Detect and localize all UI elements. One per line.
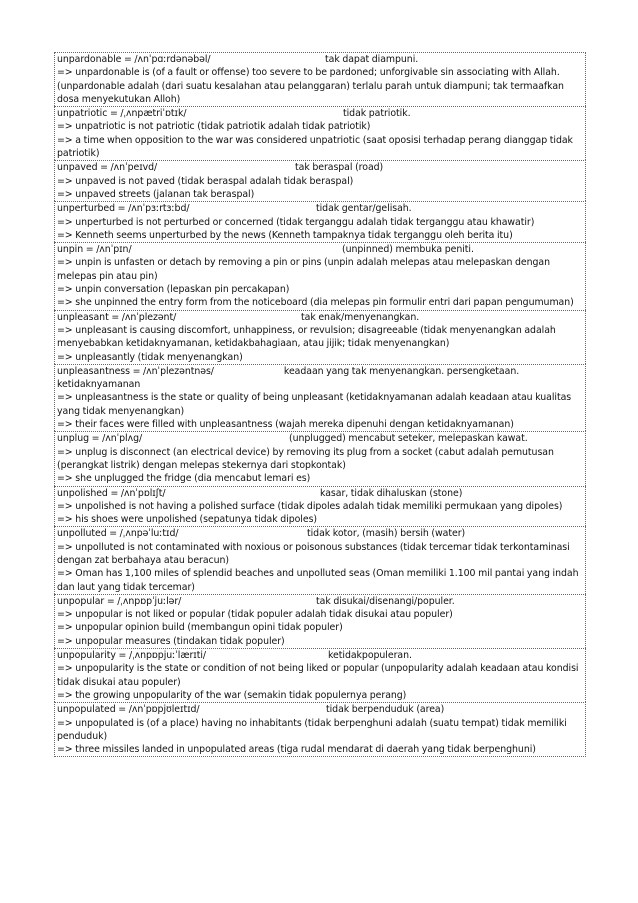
entry-headline (55, 53, 585, 66)
entry-translation: tak disukai/disenangi/populer. (316, 595, 455, 607)
entry-line: => Kenneth seems unperturbed by the news (Kenneth tampaknya tidak terganggu oleh berita itu) (57, 229, 513, 241)
entry-headline (55, 311, 585, 324)
entry-line: => their faces were filled with unpleasantness (wajah mereka dipenuhi dengan ketidaknyamanan) (57, 419, 514, 431)
entry-word-pronunciation: unperturbed = /ʌnˈpɜːrtɜːbd/ (57, 203, 190, 215)
entry-line: => unpaved streets (jalanan tak beraspal) (57, 188, 255, 200)
entry-word-pronunciation: unpopulated = /ʌnˈpɒpjʊleɪtɪd/ (57, 704, 200, 716)
entry-line: => three missiles landed in unpopulated areas (tiga rudal mendarat di daerah yang tidak berpenghuni) (57, 744, 536, 756)
entry-line: => unpopular is not liked or popular (tidak populer adalah tidak disukai atau populer) (57, 609, 453, 621)
entry-line: => she unpinned the entry form from the noticeboard (dia melepas pin formulir entri dari papan pengumuman) (57, 297, 574, 309)
entry-line: => unpopularity is the state or condition of not being liked or popular (unpopularity adalah keadaan atau kondisi tidak disukai atau populer) (57, 663, 579, 688)
entry-line: => Oman has 1,100 miles of splendid beaches and unpolluted seas (Oman memiliki 1.100 mil pantai yang indah dan laut yang tidak tercemar) (57, 568, 579, 593)
entry-headline (55, 487, 585, 500)
entry-translation: tidak kotor, (masih) bersih (water) (307, 528, 466, 540)
entry-line: => his shoes were unpolished (sepatunya tidak dipoles) (57, 514, 318, 526)
entry-translation: keadaan yang tak menyenangkan. persengketaan. ketidaknyamanan (57, 365, 520, 391)
entry-translation: (unplugged) mencabut seteker, melepaskan kawat. (289, 433, 528, 445)
dictionary-entry (54, 201, 586, 242)
entry-line: => unpatriotic is not patriotic (tidak patriotik adalah tidak patriotik) (57, 121, 371, 133)
entry-word-pronunciation: unpolluted = /ˌʌnpəˈluːtɪd/ (57, 528, 179, 540)
entry-line: => unpardonable is (of a fault or offense) too severe to be pardoned; unforgivable sin associating with Allah. (unpardonable adalah (dari suatu kesalahan atau pelanggaran) terlalu parah untuk diampuni; tak termaafkan dosa menyekutukan Alloh) (57, 67, 564, 105)
dictionary-entry (54, 106, 586, 160)
entry-line: => unpin is unfasten or detach by removing a pin or pins (unpin adalah melepas atau melepaskan dengan melepas pin atau pin) (57, 257, 550, 282)
entry-word-pronunciation: unpopularity = /ˌʌnpɒpjuːˈlærɪti/ (57, 650, 207, 662)
entry-word-pronunciation: unpleasantness = /ʌnˈplezəntnəs/ (57, 365, 214, 377)
dictionary-entry (54, 52, 586, 106)
entry-headline (55, 703, 585, 716)
entry-line: => a time when opposition to the war was considered unpatriotic (saat oposisi terhadap perang dianggap tidak patriotik) (57, 134, 573, 160)
dictionary-entry (54, 242, 586, 309)
dictionary-entry (54, 364, 586, 431)
entry-line: => she unplugged the fridge (dia mencabut lemari es) (57, 473, 311, 485)
entry-word-pronunciation: unplug = /ʌnˈplʌg/ (57, 433, 143, 445)
entry-line: => unpleasant is causing discomfort, unhappiness, or revulsion; disagreeable (tidak menyenangkan adalah menyebabkan ketidaknyamanan, ketidakbahagiaan, atau jijik; tidak menyenangkan) (57, 324, 556, 350)
dictionary-entry (54, 431, 586, 485)
entry-line: => unpopular opinion build (membangun opini tidak populer) (57, 622, 343, 634)
entry-word-pronunciation: unpaved = /ʌnˈpeɪvd/ (57, 162, 158, 174)
entry-line: => the growing unpopularity of the war (semakin tidak populernya perang) (57, 689, 407, 701)
entry-line: => unpleasantness is the state or quality of being unpleasant (ketidaknyamanan adalah keadaan atau kualitas yang tidak menyenangkan) (57, 392, 572, 417)
entry-translation: ketidakpopuleran. (328, 650, 412, 662)
dictionary-entry (54, 310, 586, 364)
entry-headline (55, 432, 585, 445)
entry-translation: tak beraspal (road) (295, 162, 384, 174)
dictionary-entry (54, 526, 586, 593)
entry-translation: tak enak/menyenangkan. (301, 311, 420, 323)
entry-word-pronunciation: unpardonable = /ʌnˈpɑːrdənəbəl/ (57, 54, 211, 65)
entry-translation: (unpinned) membuka peniti. (342, 244, 474, 256)
dictionary-page (54, 52, 586, 757)
entry-translation: kasar, tidak dihaluskan (stone) (320, 487, 463, 499)
entry-word-pronunciation: unpolished = /ʌnˈpɒlɪʃt/ (57, 487, 166, 499)
dictionary-entry (54, 594, 586, 648)
entry-headline (55, 243, 585, 256)
entry-line: => unperturbed is not perturbed or concerned (tidak terganggu adalah tidak terganggu atau khawatir) (57, 216, 535, 228)
entry-word-pronunciation: unpleasant = /ʌnˈplezənt/ (57, 311, 177, 323)
entry-headline (55, 649, 585, 662)
entry-line: => unpopular measures (tindakan tidak populer) (57, 635, 285, 647)
dictionary-entry (54, 702, 586, 757)
dictionary-entry (54, 486, 586, 527)
entry-line: => unpopulated is (of a place) having no inhabitants (tidak berpenghuni adalah (suatu tempat) tidak memiliki penduduk) (57, 717, 567, 742)
entry-word-pronunciation: unpatriotic = /ˌʌnpætriˈɒtɪk/ (57, 108, 187, 120)
entry-translation: tak dapat diampuni. (325, 54, 419, 65)
entry-line: => unpolluted is not contaminated with noxious or poisonous substances (tidak tercemar tidak terkontaminasi dengan zat berbahaya atau beracun) (57, 541, 570, 566)
entry-headline (55, 202, 585, 215)
entry-line: => unpolished is not having a polished surface (tidak dipoles adalah tidak memiliki permukaan yang dipoles) (57, 500, 563, 512)
dictionary-entry (54, 648, 586, 702)
entry-line: => unplug is disconnect (an electrical device) by removing its plug from a socket (cabut adalah pemutusan (perangkat listrik) dengan melepas stekernya dari stopkontak) (57, 446, 554, 471)
entry-headline (55, 161, 585, 174)
entry-line: => unpleasantly (tidak menyenangkan) (57, 351, 243, 363)
entry-line: => unpin conversation (lepaskan pin percakapan) (57, 284, 290, 296)
entry-headline (55, 595, 585, 608)
entry-headline (55, 365, 585, 392)
entry-word-pronunciation: unpopular = /ˌʌnpɒpˈjuːlər/ (57, 595, 182, 607)
entry-line: => unpaved is not paved (tidak beraspal adalah tidak beraspal) (57, 175, 354, 187)
entry-translation: tidak patriotik. (343, 108, 411, 120)
entry-translation: tidak berpenduduk (area) (326, 704, 445, 716)
entry-headline (55, 527, 585, 540)
entry-word-pronunciation: unpin = /ʌnˈpɪn/ (57, 244, 132, 256)
dictionary-entry (54, 160, 586, 201)
entry-headline (55, 107, 585, 120)
entry-translation: tidak gentar/gelisah. (316, 203, 412, 215)
